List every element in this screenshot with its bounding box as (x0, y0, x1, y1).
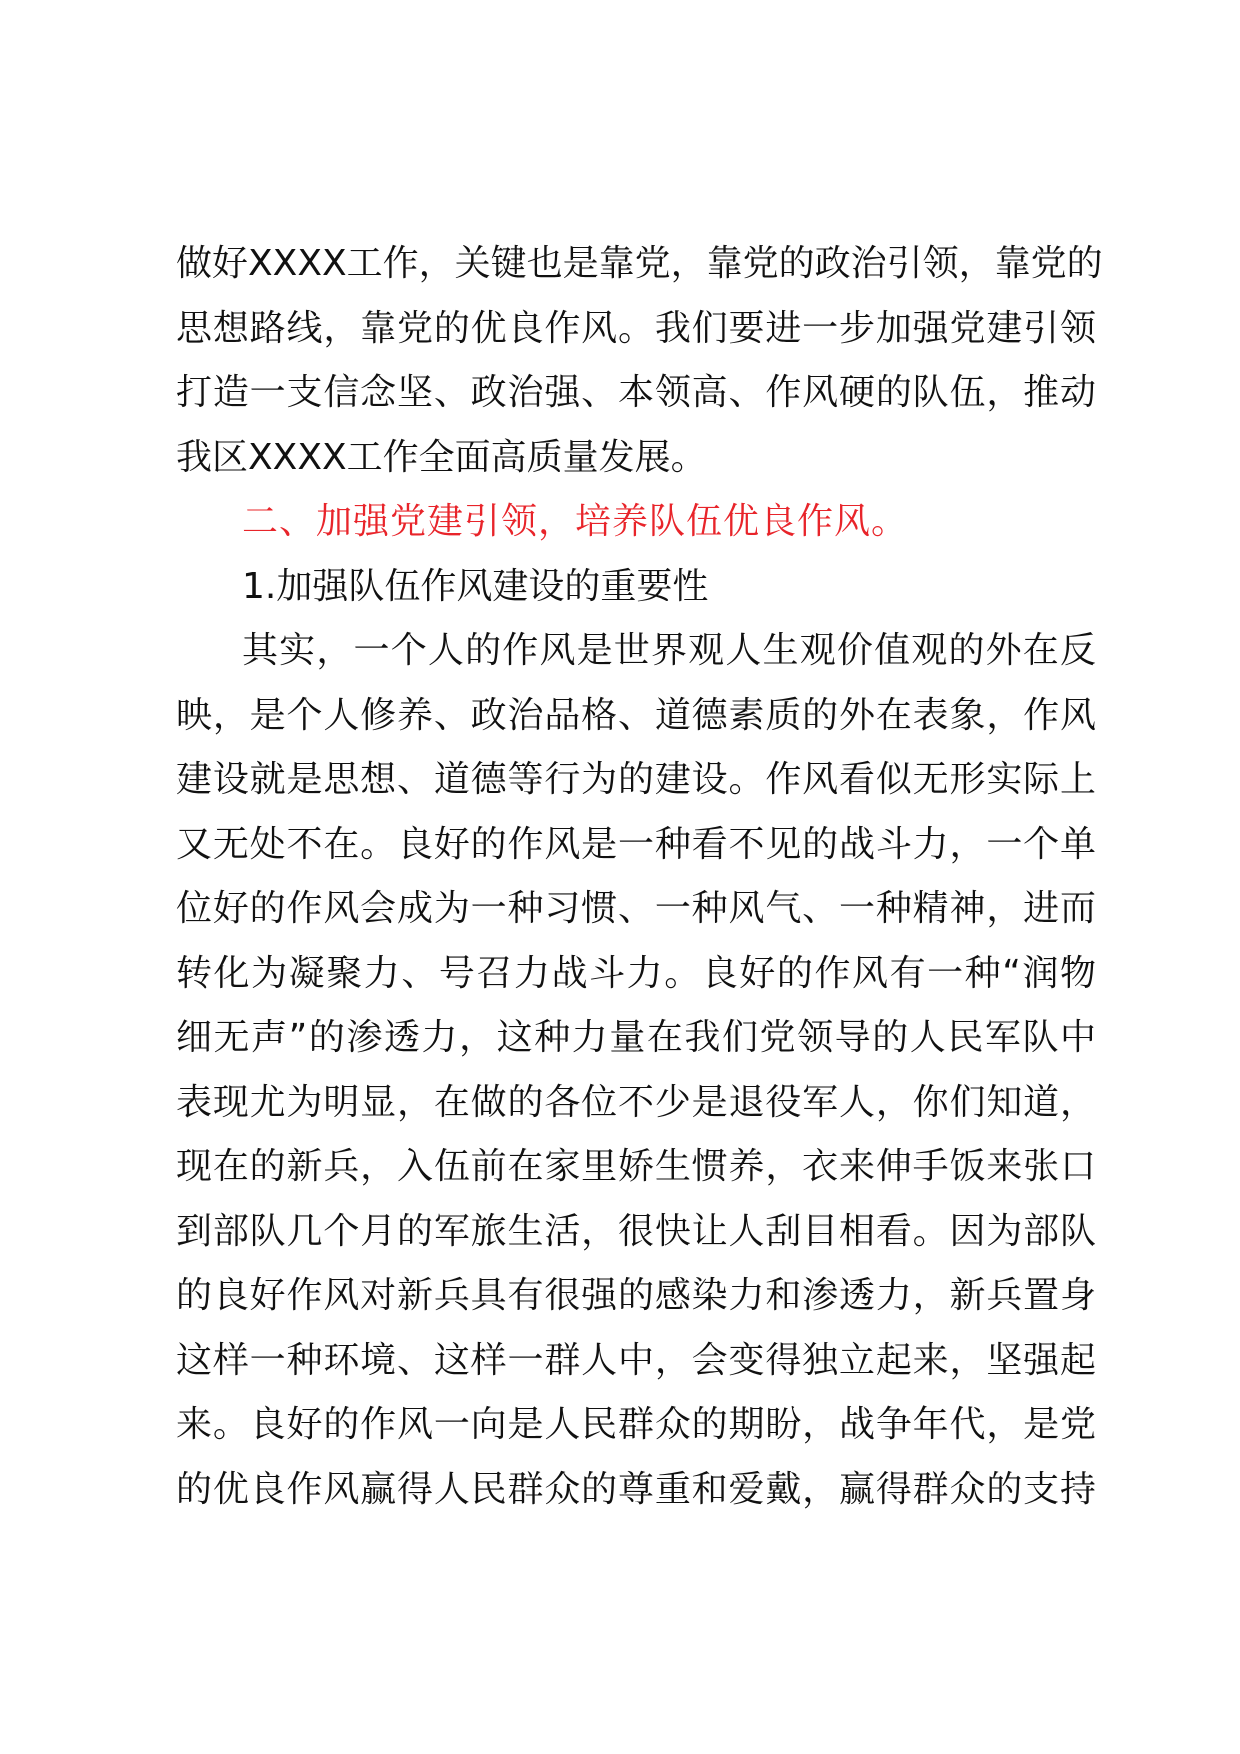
paragraph-line: 到部队几个月的军旅生活，很快让人刮目相看。因为部队 (176, 1210, 1096, 1252)
subsection-heading: 1.加强队伍作风建设的重要性 (242, 565, 709, 607)
paragraph-line: 做好XXXX工作，关键也是靠党，靠党的政治引领，靠党的 (176, 243, 1103, 284)
paragraph-line: 思想路线，靠党的优良作风。我们要进一步加强党建引领 (176, 307, 1096, 349)
paragraph-line: 转化为凝聚力、号召力战斗力。良好的作风有一种“润物 (176, 952, 1096, 994)
paragraph-line: 位好的作风会成为一种习惯、一种风气、一种精神，进而 (176, 888, 1096, 929)
document-body (176, 232, 1103, 1522)
paragraph-line: 又无处不在。良好的作风是一种看不见的战斗力，一个单 (176, 823, 1096, 865)
section-heading: 二、加强党建引领，培养队伍优良作风。 (242, 501, 909, 542)
paragraph-line: 现在的新兵，入伍前在家里娇生惯养，衣来伸手饭来张口 (176, 1146, 1096, 1187)
paragraph-line: 细无声”的渗透力，这种力量在我们党领导的人民军队中 (176, 1017, 1096, 1058)
paragraph-line: 的优良作风赢得人民群众的尊重和爱戴，赢得群众的支持 (176, 1468, 1096, 1510)
paragraph-line: 建设就是思想、道德等行为的建设。作风看似无形实际上 (176, 759, 1096, 800)
paragraph-line: 我区XXXX工作全面高质量发展。 (176, 436, 707, 478)
paragraph-line: 其实，一个人的作风是世界观人生观价值观的外在反 (242, 630, 1096, 671)
paragraph-line: 来。良好的作风一向是人民群众的期盼，战争年代，是党 (176, 1404, 1096, 1445)
paragraph-line: 这样一种环境、这样一群人中，会变得独立起来，坚强起 (176, 1339, 1096, 1381)
paragraph-line: 打造一支信念坚、政治强、本领高、作风硬的队伍，推动 (176, 372, 1096, 413)
paragraph-line: 映，是个人修养、政治品格、道德素质的外在表象，作风 (176, 694, 1096, 736)
paragraph-line: 表现尤为明显，在做的各位不少是退役军人，你们知道， (176, 1081, 1096, 1123)
paragraph-line: 的良好作风对新兵具有很强的感染力和渗透力，新兵置身 (176, 1275, 1096, 1316)
